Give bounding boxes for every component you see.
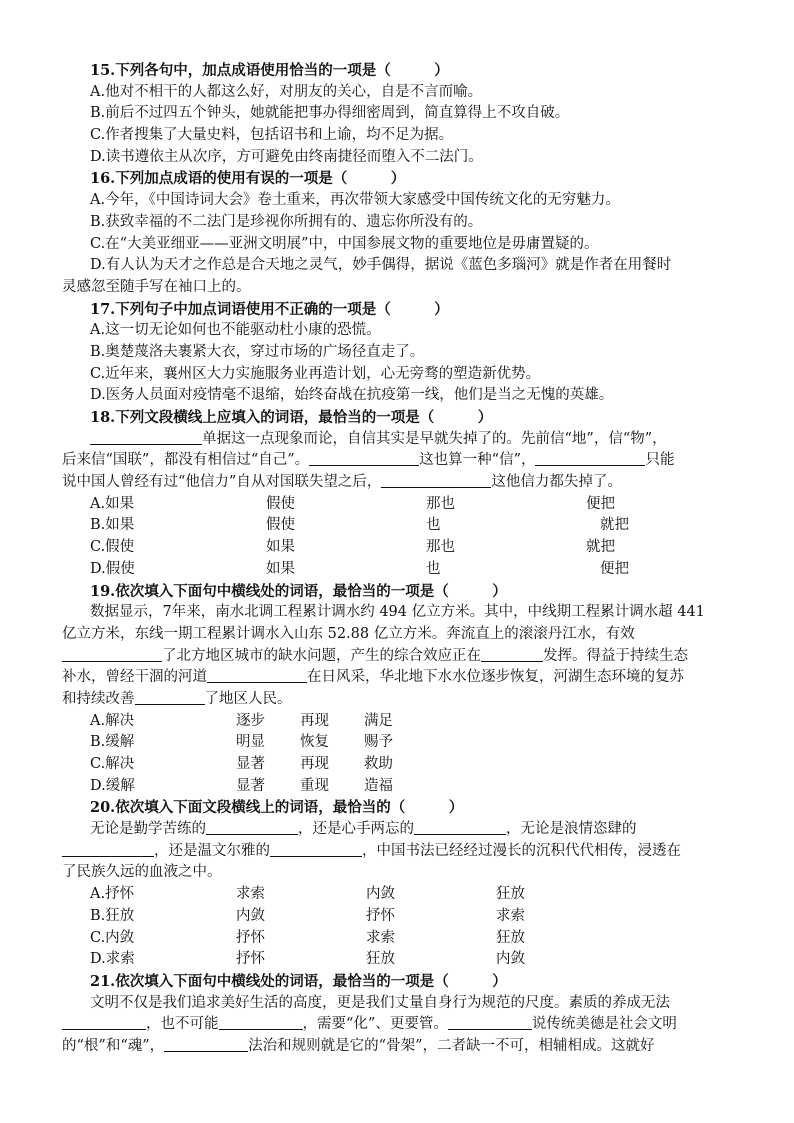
option-text: 的“根”和“魂”，	[62, 1037, 165, 1054]
option-text: 再现	[300, 712, 329, 729]
option-text: 说传统美德是社会文明	[531, 1016, 677, 1033]
question-17-title: 17.下列句子中加点词语使用不正确的一项是（ ）	[90, 300, 449, 318]
option-text: 假使	[266, 495, 295, 512]
q16-option-d: D.有人认为天才之作总是合天地之灵气，妙手偶得，据说《蓝色多瑙河》就是作者在用餐时	[90, 257, 672, 274]
option-text: 就把	[586, 539, 615, 556]
q17-option-d: D.医务人员面对疫情毫不退缩，始终奋战在抗疫第一线，他们是当之无愧的英雄。	[90, 387, 614, 404]
option-text: D.缓解	[90, 777, 135, 794]
q16-option-c: C.在“大美亚细亚——亚洲文明展”中，中国参展文物的重要地位是毋庸置疑的。	[90, 235, 599, 252]
fill-blank[interactable]	[414, 819, 506, 835]
q19-passage-line-3	[62, 646, 740, 668]
option-text: 后来信“国联”，都没有相信过“自己”。	[62, 452, 310, 469]
option-text: 恢复	[300, 734, 329, 751]
q21-passage-line-3	[62, 1036, 740, 1058]
fill-blank[interactable]	[207, 667, 307, 683]
q21-passage-line-1: 文明不仅是我们追求美好生活的高度，更是我们丈量自身行为规范的尺度。素质的养成无法	[90, 994, 670, 1011]
q20-passage-line-1	[62, 819, 740, 841]
option-text: 在日风采，华北地下水水位逐步恢复，河湖生态环境的复苏	[307, 669, 684, 686]
q19-option-c	[62, 754, 740, 776]
option-text: 便把	[600, 560, 629, 577]
q19-option-b	[62, 732, 740, 754]
option-text: 发挥。得益于持续生态	[543, 647, 688, 664]
fill-blank[interactable]	[481, 646, 543, 662]
q19-option-d	[62, 776, 740, 798]
q19-passage-line-4	[62, 667, 740, 689]
fill-blank[interactable]	[90, 429, 202, 445]
option-text: ，无论是浪情恣肆的	[506, 821, 637, 838]
option-text: 也	[426, 517, 441, 534]
q20-option-a	[62, 884, 740, 906]
q20-passage-line-2	[62, 841, 740, 863]
fill-blank[interactable]	[535, 450, 645, 466]
option-text: 狂放	[496, 886, 525, 903]
option-text: 造福	[364, 777, 393, 794]
q20-option-c	[62, 928, 740, 950]
option-text: 就把	[600, 517, 629, 534]
option-text: 求索	[366, 929, 395, 946]
q20-option-d	[62, 949, 740, 971]
option-text: 单据这一点现象而论，自信其实是早就失掉了的。先前信“地”，信“物”，	[202, 430, 667, 447]
q15-option-b: B.前后不过四五个钟头，她就能把事办得细密周到，简直算得上不攻自破。	[90, 105, 570, 122]
question-16-title: 16.下列加点成语的使用有误的一项是（ ）	[90, 170, 406, 188]
q18-option-d	[62, 559, 740, 581]
option-text: A.如果	[90, 495, 135, 512]
option-text: 抒怀	[236, 929, 265, 946]
option-text: 那也	[426, 495, 455, 512]
q17-option-b: B.奥楚蔑洛夫裹紧大衣，穿过市场的广场径直走了。	[90, 343, 425, 360]
fill-blank[interactable]	[219, 1014, 303, 1030]
q19-passage-line-2: 亿立方米，东线一期工程累计调水入山东 52.88 亿立方米。奔流直上的滚滚丹江水，有效	[62, 625, 635, 642]
q18-option-b	[62, 515, 740, 537]
option-text: D.假使	[90, 560, 135, 577]
option-text: A.抒怀	[90, 886, 135, 903]
fill-blank[interactable]	[206, 819, 298, 835]
option-text: 了北方地区城市的缺水问题，产生的综合效应正在	[162, 647, 481, 664]
fill-blank[interactable]	[309, 450, 419, 466]
q20-option-b	[62, 906, 740, 928]
option-text: ，中国书法已经经过漫长的沉积代代相传，浸透在	[362, 842, 681, 859]
question-19-title: 19.依次填入下面句中横线处的词语，最恰当的一项是（ ）	[90, 582, 507, 600]
q18-passage-line-3	[62, 472, 740, 494]
q16-option-b: B.获致幸福的不二法门是珍视你所拥有的、遗忘你所没有的。	[90, 213, 483, 230]
q15-option-d: D.读书遵依主从次序，方可避免由终南捷径而堕入不二法门。	[90, 148, 483, 165]
option-text: A.解决	[90, 712, 135, 729]
option-text: 便把	[586, 495, 615, 512]
q21-passage-line-2	[62, 1014, 740, 1036]
question-18-title: 18.下列文段横线上应填入的词语，最恰当的一项是（ ）	[90, 409, 493, 426]
option-text: 抒怀	[366, 907, 395, 924]
option-text: 满足	[364, 712, 393, 729]
q16-option-d-cont: 灵感忽至随手写在袖口上的。	[62, 278, 251, 295]
option-text: ，也不可能	[146, 1016, 219, 1033]
option-text: 狂放	[496, 929, 525, 946]
option-text: 重现	[300, 777, 329, 794]
fill-blank[interactable]	[62, 841, 154, 857]
option-text: 内敛	[236, 907, 265, 924]
option-text: 显著	[236, 756, 265, 772]
option-text: 法治和规则就是它的“骨架”，二者缺一不可，相辅相成。这就好	[248, 1037, 655, 1054]
q17-option-c: C.近年来，襄州区大力实施服务业再造计划，心无旁骛的塑造新优势。	[90, 365, 541, 382]
fill-blank[interactable]	[164, 1036, 248, 1052]
fill-blank[interactable]	[448, 1014, 532, 1030]
fill-blank[interactable]	[270, 841, 362, 857]
option-text: 和持续改善	[62, 690, 135, 707]
question-15-title: 15.下列各句中，加点成语使用恰当的一项是（ ）	[90, 62, 449, 79]
option-text: 救助	[364, 756, 393, 772]
option-text: 如果	[266, 560, 295, 577]
option-text: C.内敛	[90, 929, 135, 946]
option-text: B.缓解	[90, 734, 135, 751]
option-text: 只能	[645, 452, 675, 469]
option-text: ，还是心手两忘的	[298, 821, 414, 838]
question-20-title: 20.依次填入下面文段横线上的词语，最恰当的（ ）	[90, 799, 464, 817]
option-text: C.解决	[90, 756, 135, 772]
option-text: 抒怀	[236, 951, 265, 968]
option-text: B.狂放	[90, 907, 135, 924]
option-text: 这也算一种“信”，	[419, 452, 536, 469]
option-text: 显著	[236, 777, 265, 794]
q16-option-a: A.今年，《中国诗词大会》卷土重来，再次带领大家感受中国传统文化的无穷魅力。	[90, 192, 620, 209]
option-text: 内敛	[366, 886, 395, 903]
option-text: 如果	[266, 539, 295, 556]
q19-option-a	[62, 711, 740, 733]
option-text: 无论是勤学苦练的	[90, 821, 206, 838]
option-text: B.如果	[90, 517, 135, 534]
q19-passage-line-5	[62, 689, 740, 711]
option-text: C.假使	[90, 539, 135, 556]
option-text: 明显	[236, 734, 265, 751]
option-text: 补水，曾经干涸的河道	[62, 669, 207, 686]
q18-option-a	[62, 494, 740, 516]
option-text: ，还是温文尔雅的	[154, 842, 270, 859]
q15-option-a: A.他对不相干的人都这么好，对朋友的关心，自是不言而喻。	[90, 83, 483, 100]
option-text: 求索	[236, 886, 265, 903]
q18-passage-line-1	[62, 429, 740, 451]
option-text: 内敛	[496, 951, 525, 968]
q19-passage-line-1: 数据显示，7年来，南水北调工程累计调水约 494 亿立方米。其中，中线期工程累计调水超 441	[90, 604, 705, 621]
fill-blank[interactable]	[62, 646, 162, 662]
question-21-title: 21.依次填入下面句中横线处的词语，最恰当的一项是（ ）	[90, 972, 507, 990]
option-text: D.求索	[90, 951, 135, 968]
option-text: 再现	[300, 756, 329, 772]
q18-option-c	[62, 537, 740, 559]
option-text: 逐步	[236, 712, 265, 729]
option-text: 了地区人民。	[204, 690, 292, 707]
option-text: 那也	[426, 539, 455, 556]
q18-passage-line-2	[62, 450, 740, 472]
exam-page	[62, 60, 740, 1058]
fill-blank[interactable]	[135, 689, 205, 705]
option-text: 假使	[266, 517, 295, 534]
fill-blank[interactable]	[62, 1014, 146, 1030]
q20-passage-line-3: 了民族久远的血液之中。	[62, 864, 222, 881]
q17-option-a: A.这一切无论如何也不能驱动杜小康的恐慌。	[90, 322, 381, 339]
option-text: 狂放	[366, 951, 395, 968]
option-text: 说中国人曾经有过“他信力”自从对国联失望之后，	[62, 474, 382, 491]
option-text: 求索	[496, 907, 525, 924]
option-text: 这他信力都失掉了。	[491, 474, 622, 491]
option-text: 赐予	[364, 734, 393, 751]
q15-option-c: C.作者搜集了大量史料，包括诏书和上谕，均不足为据。	[90, 127, 454, 144]
fill-blank[interactable]	[381, 472, 491, 488]
option-text: 也	[426, 560, 441, 577]
option-text: ，需要“化”、更要管。	[302, 1016, 448, 1033]
